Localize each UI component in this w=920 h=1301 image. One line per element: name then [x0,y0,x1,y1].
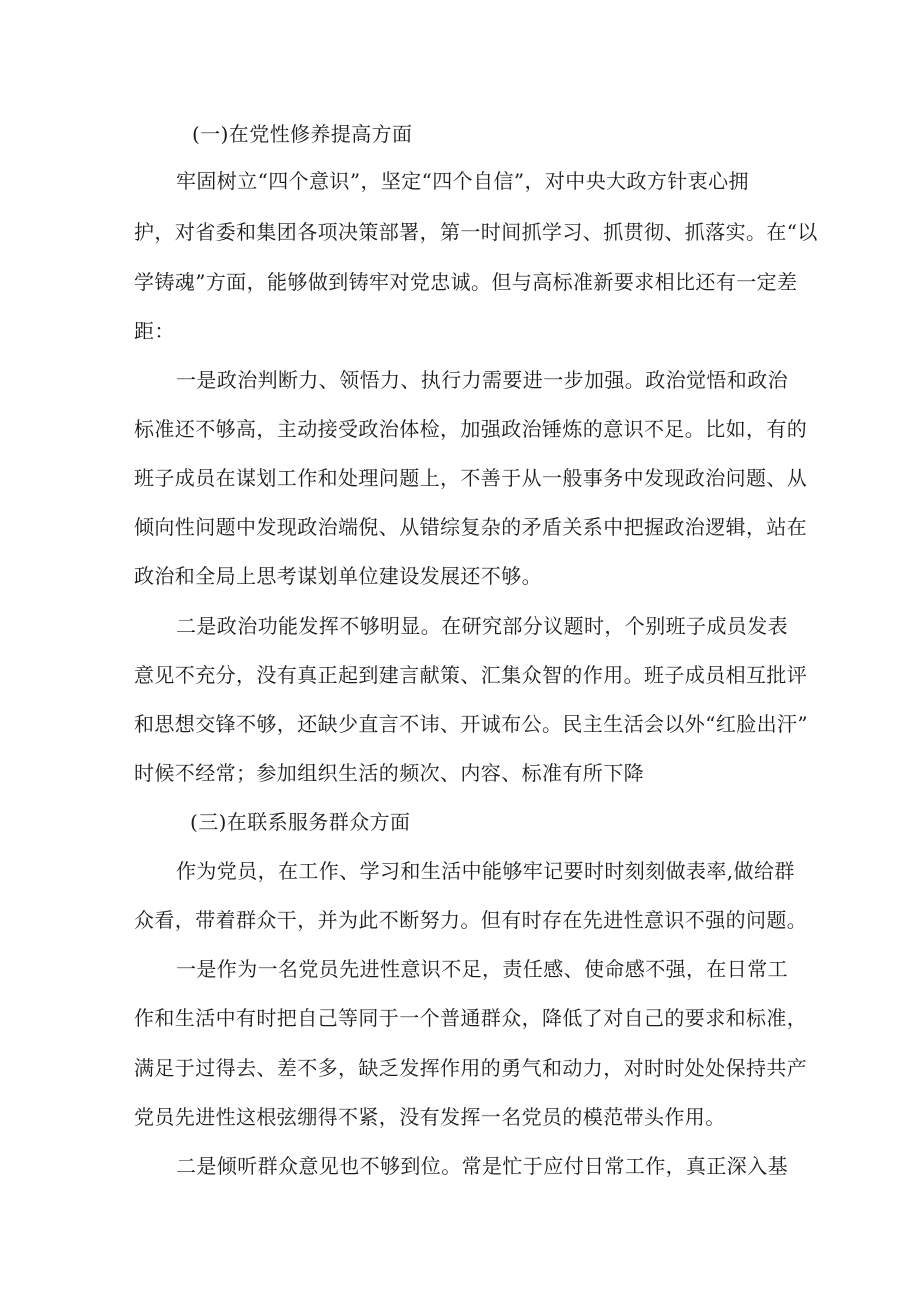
paragraph-line: 和思想交锋不够，还缺少直言不讳、开诚布公。民主生活会以外“红脸出汗” [134,712,809,736]
paragraph-line: 倾向性问题中发现政治端倪、从错综复杂的矛盾关系中把握政治逻辑，站在 [134,515,808,539]
paragraph-line: 一是作为一名党员先进性意识不足，责任感、使命感不强，在日常工 [176,957,788,981]
section-heading-party-spirit: (一)在党性修养提高方面 [192,122,413,146]
paragraph-line: 作和生活中有时把自己等同于一个普通群众，降低了对自己的要求和标准， [134,1006,808,1030]
paragraph-line: 牢固树立“四个意识”，坚定“四个自信”，对中央大政方针衷心拥 [176,169,749,193]
paragraph-line: 学铸魂”方面，能够做到铸牢对党忠诚。但与高标准新要求相比还有一定差 [134,270,798,294]
paragraph-line: 意见不充分，没有真正起到建言献策、汇集众智的作用。班子成员相互批评 [134,663,808,687]
paragraph-line: 作为党员，在工作、学习和生活中能够牢记要时时刻刻做表率,做给群 [176,859,795,883]
paragraph-line: 政治和全局上思考谋划单位建设发展还不够。 [134,564,542,588]
paragraph-line: 距： [134,319,175,343]
paragraph-line: 护，对省委和集团各项决策部署，第一时间抓学习、抓贯彻、抓落实。在“以 [134,220,818,244]
paragraph-line: 时候不经常；参加组织生活的频次、内容、标准有所下降 [134,761,644,785]
paragraph-line: 一是政治判断力、领悟力、执行力需要进一步加强。政治觉悟和政治 [176,368,788,392]
paragraph-line: 二是政治功能发挥不够明显。在研究部分议题时，个别班子成员发表 [176,614,788,638]
paragraph-line: 党员先进性这根弦绷得不紧，没有发挥一名党员的模范带头作用。 [134,1105,726,1129]
paragraph-line: 二是倾听群众意见也不够到位。常是忙于应付日常工作，真正深入基 [176,1154,788,1178]
section-heading-serving-masses: (三)在联系服务群众方面 [190,810,411,834]
paragraph-line: 班子成员在谋划工作和处理问题上，不善于从一般事务中发现政治问题、从 [134,466,808,490]
paragraph-line: 众看，带着群众干，并为此不断努力。但有时存在先进性意识不强的问题。 [134,908,808,932]
paragraph-line: 满足于过得去、差不多，缺乏发挥作用的勇气和动力，对时时处处保持共产 [134,1056,808,1080]
paragraph-line: 标准还不够高，主动接受政治体检，加强政治锤炼的意识不足。比如，有的 [134,417,808,441]
